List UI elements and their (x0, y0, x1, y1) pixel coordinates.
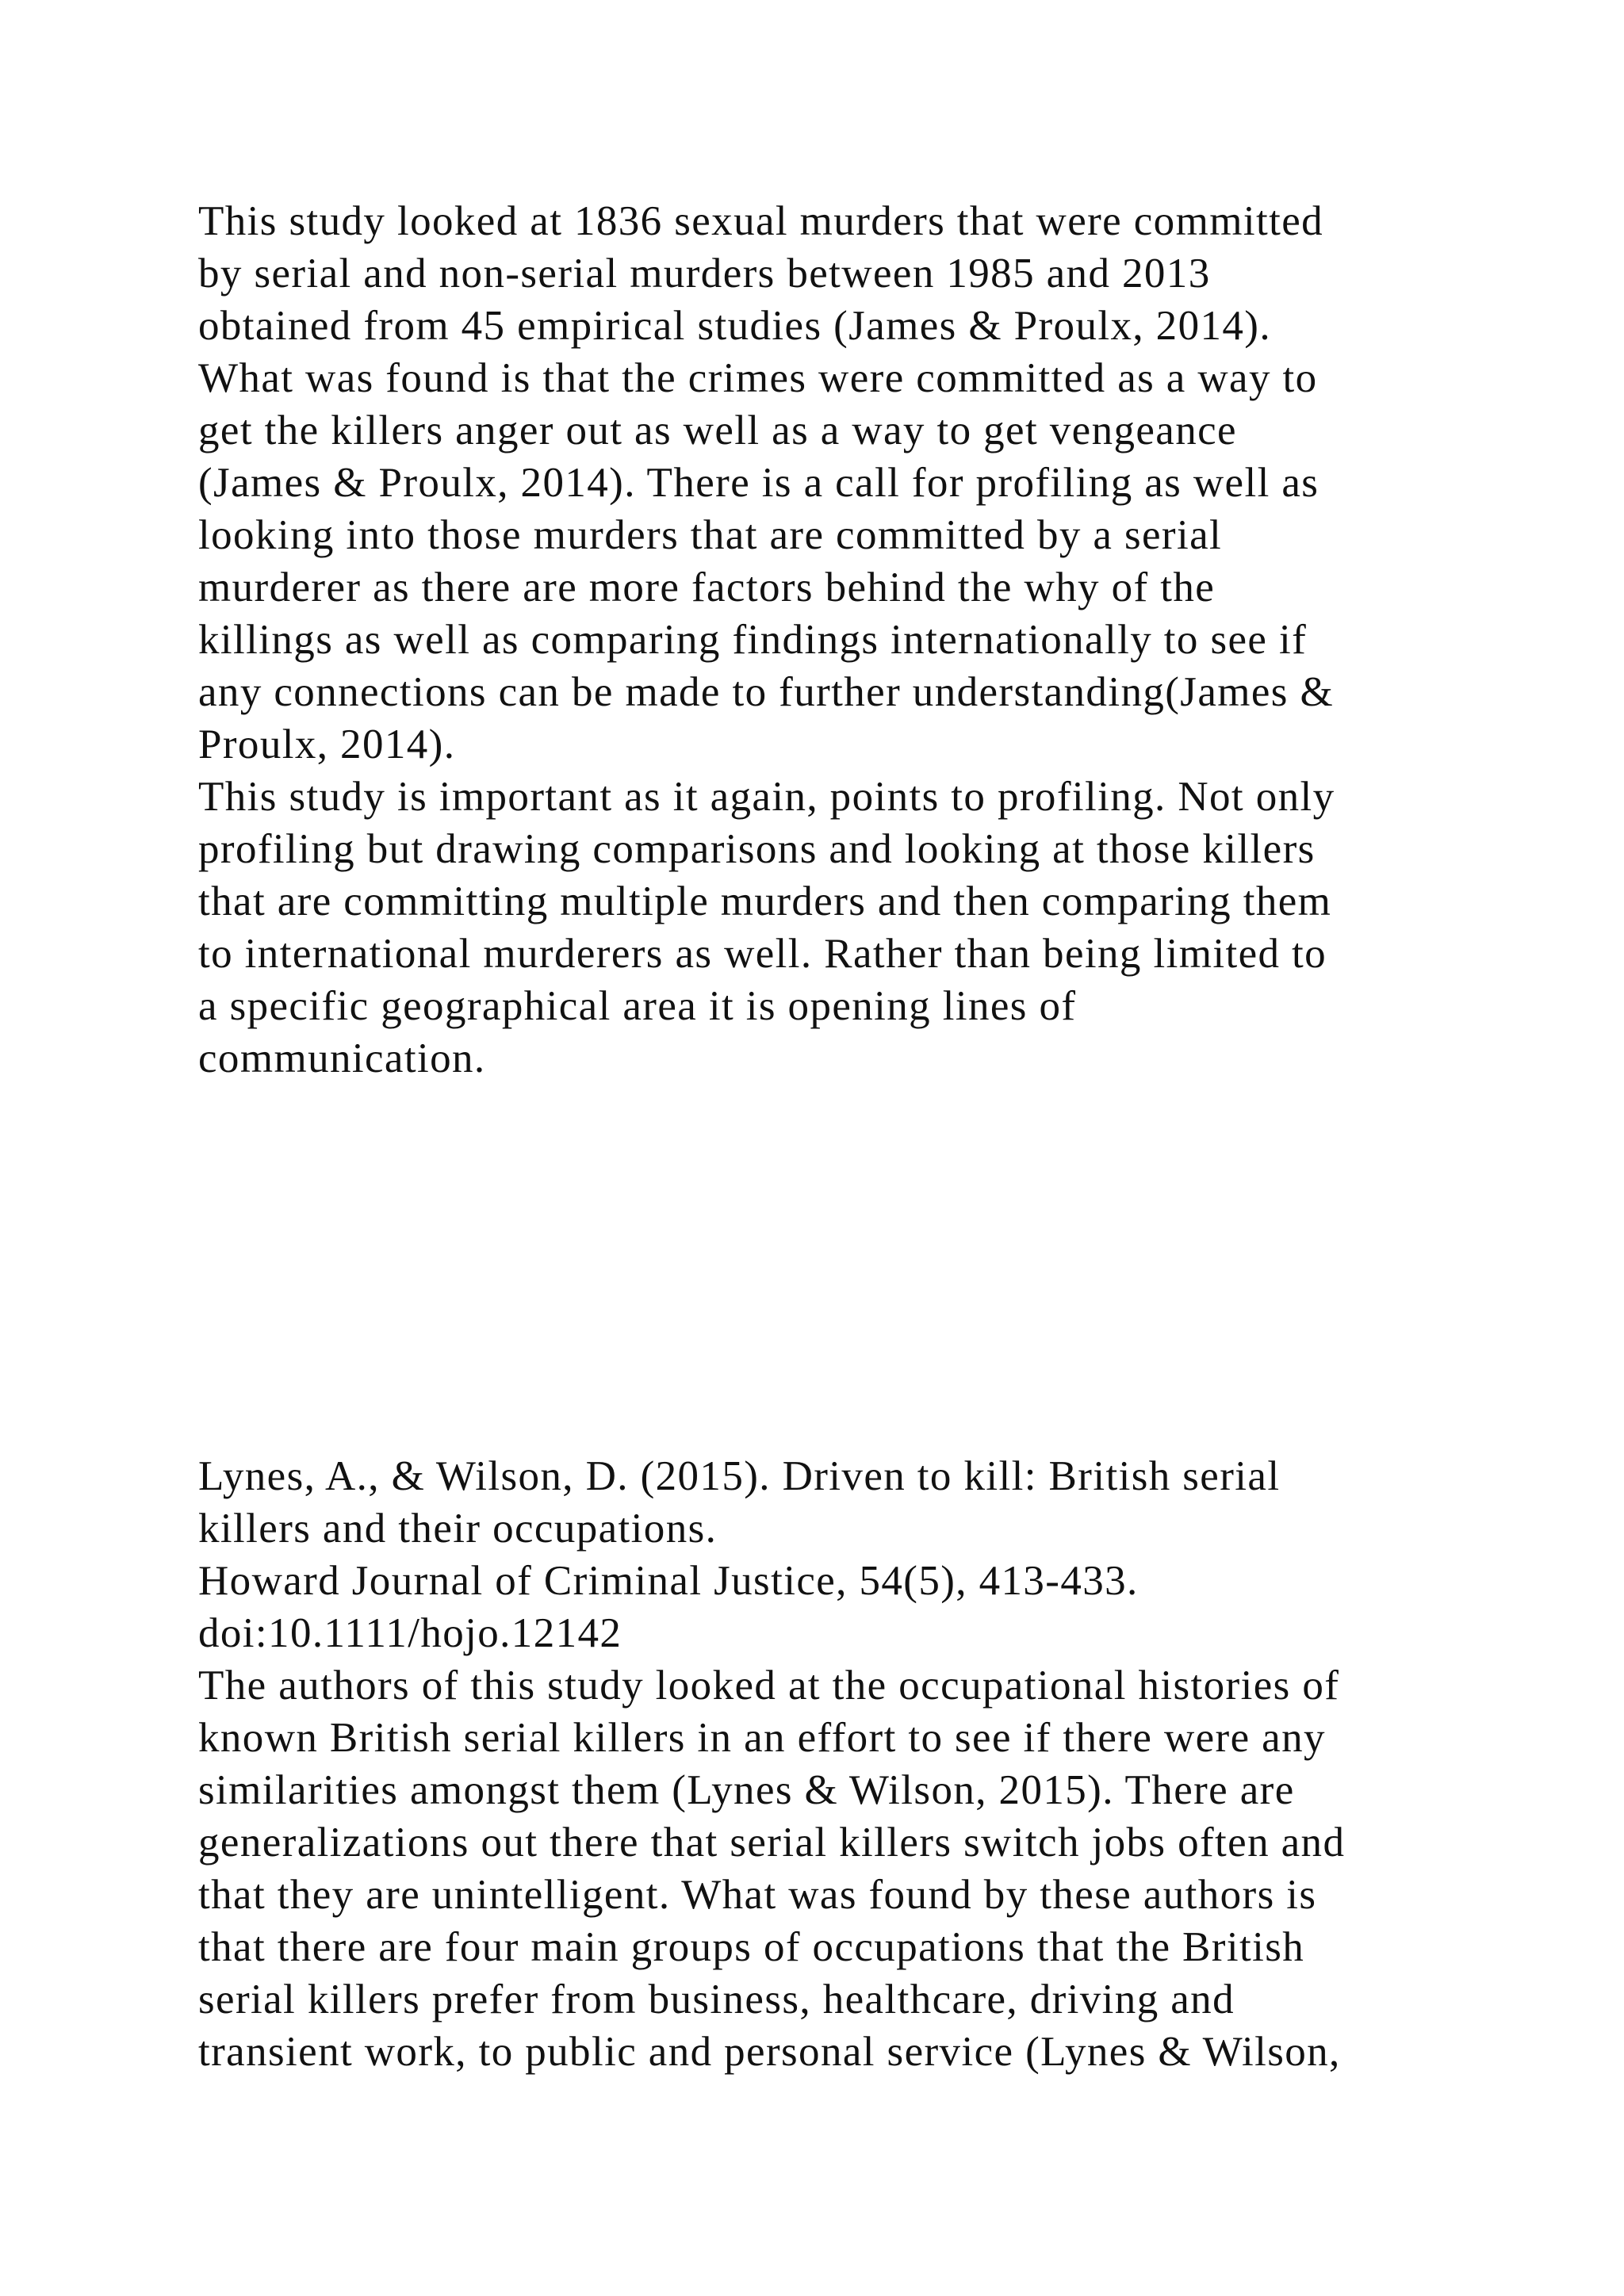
text-line: a specific geographical area it is opening lines of (198, 983, 1077, 1029)
text-line: profiling but drawing comparisons and looking at those killers (198, 826, 1316, 872)
text-line: serial killers prefer from business, healthcare, driving and (198, 1976, 1235, 2022)
text-line: that there are four main groups of occupations that the British (198, 1924, 1305, 1970)
text-line: communication. (198, 1035, 486, 1081)
text-line: that are committing multiple murders and then comparing them (198, 878, 1332, 924)
text-line: (James & Proulx, 2014). There is a call for profiling as well as (198, 460, 1320, 506)
text-line: to international murderers as well. Rather than being limited to (198, 931, 1327, 977)
text-line: known British serial killers in an effort to see if there were any (198, 1715, 1326, 1761)
text-line: similarities amongst them (Lynes & Wilson, 2015). There are (198, 1767, 1295, 1813)
text-line: This study looked at 1836 sexual murders that were committed (198, 198, 1324, 244)
text-line: by serial and non-serial murders between 1985 and 2013 (198, 251, 1211, 297)
text-line: that they are unintelligent. What was found by these authors is (198, 1872, 1317, 1918)
text-line: The authors of this study looked at the occupational histories of (198, 1663, 1340, 1709)
text-line: This study is important as it again, points to profiling. Not only (198, 774, 1335, 820)
text-line: transient work, to public and personal service (Lynes & Wilson, (198, 2029, 1341, 2075)
paragraph-james-proulx-summary (198, 195, 1562, 1085)
reference-lynes-wilson-and-summary (198, 1450, 1562, 2078)
reference-line: killers and their occupations. (198, 1506, 718, 1552)
text-line: get the killers anger out as well as a way to get vengeance (198, 408, 1237, 453)
text-line: murderer as there are more factors behind the why of the (198, 564, 1216, 610)
text-line: any connections can be made to further understanding(James & (198, 669, 1335, 715)
text-line: looking into those murders that are committed by a serial (198, 512, 1223, 558)
text-line: killings as well as comparing findings internationally to see if (198, 617, 1308, 663)
text-line: What was found is that the crimes were committed as a way to (198, 355, 1318, 401)
doi-line: doi:10.1111/hojo.12142 (198, 1610, 622, 1656)
reference-line: Howard Journal of Criminal Justice, 54(5), 413-433. (198, 1558, 1139, 1604)
text-line: obtained from 45 empirical studies (James & Proulx, 2014). (198, 303, 1271, 349)
reference-line: Lynes, A., & Wilson, D. (2015). Driven to kill: British serial (198, 1453, 1281, 1499)
text-line: generalizations out there that serial killers switch jobs often and (198, 1820, 1346, 1866)
text-line: Proulx, 2014). (198, 721, 456, 767)
